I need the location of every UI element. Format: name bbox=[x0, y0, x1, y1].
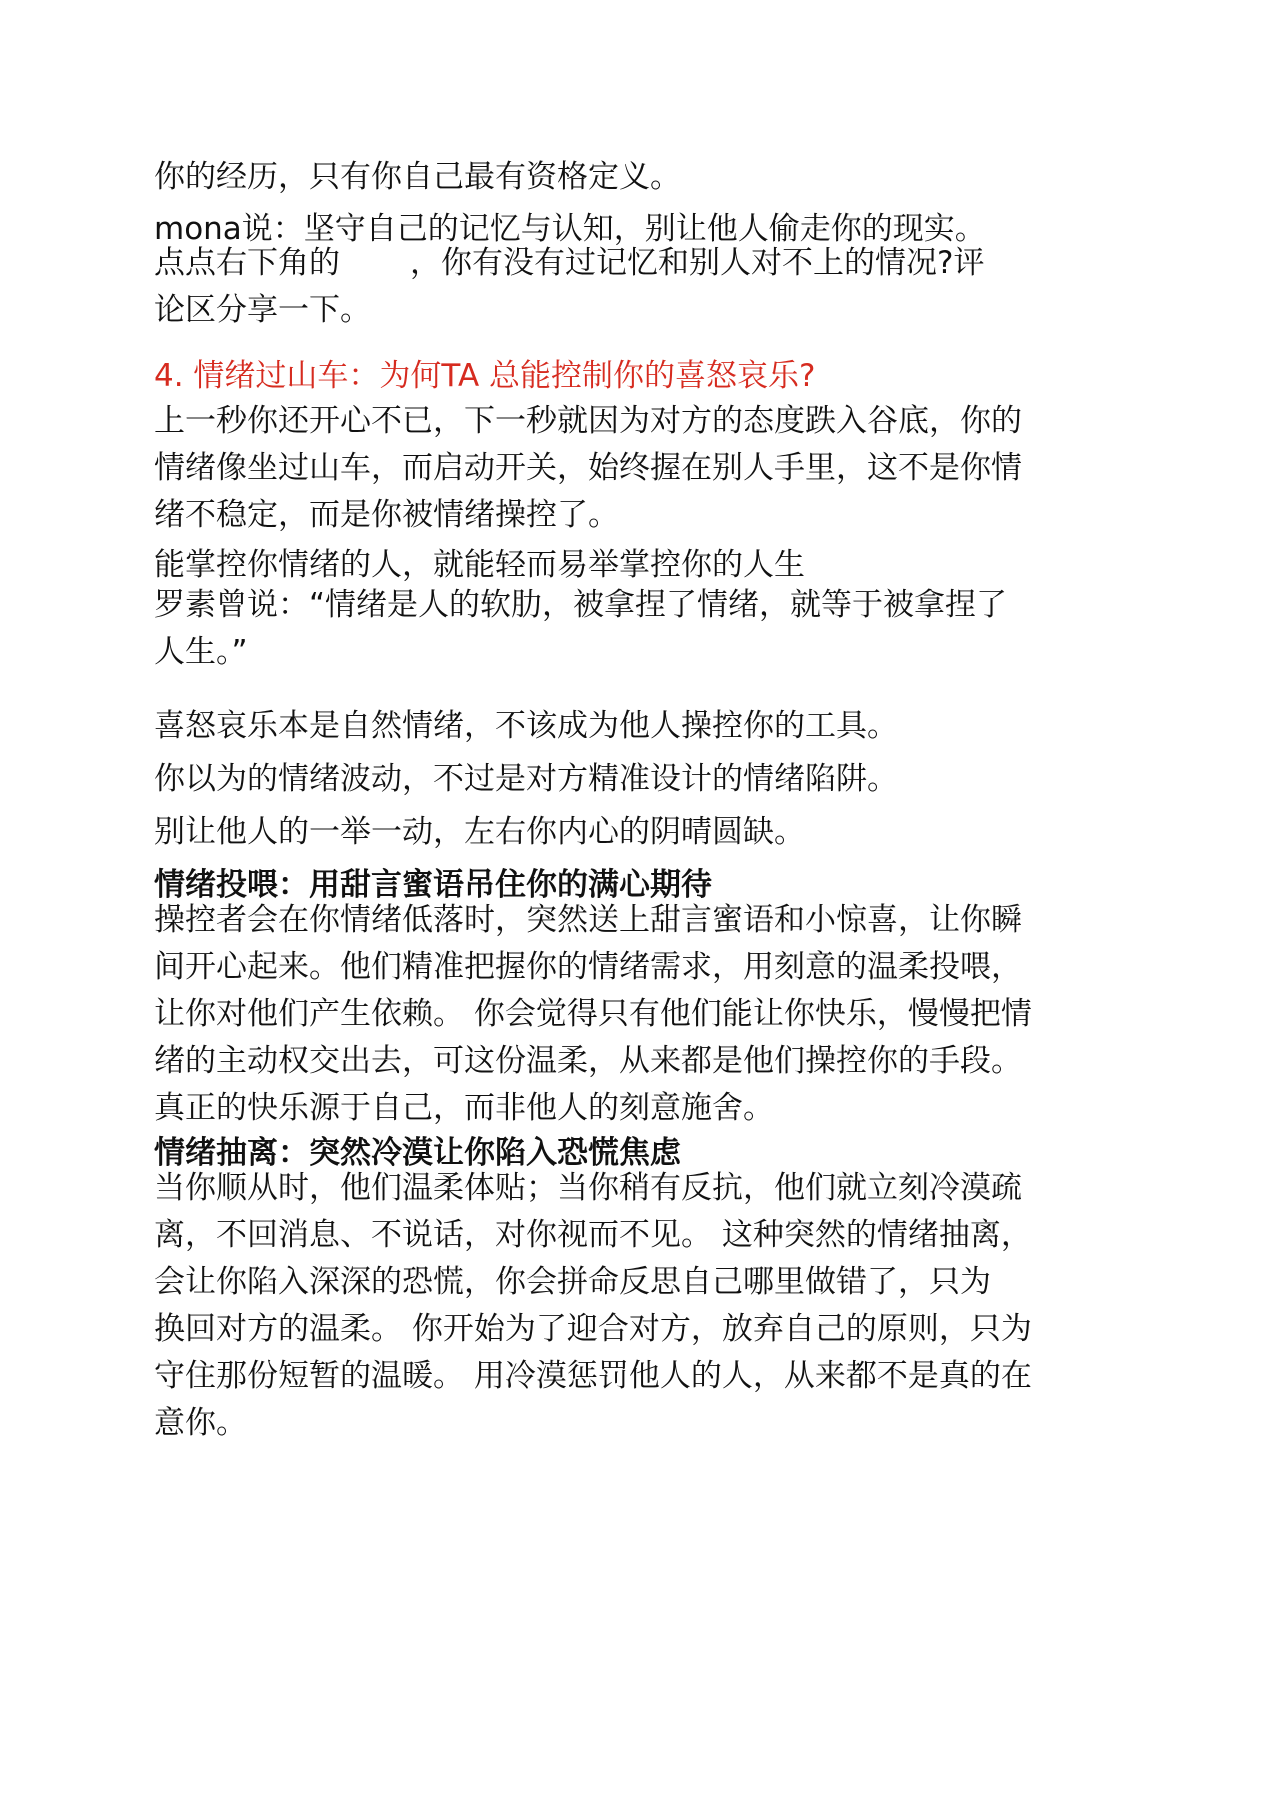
comment-prompt-line: 点点右下角的 ，你有没有过记忆和别人对不上的情况?评 bbox=[154, 245, 985, 281]
emotional-withdrawal-body bbox=[154, 1165, 1032, 1447]
subheading-emotional-feeding: 情绪投喂：用甜言蜜语吊住你的满心期待 bbox=[154, 867, 712, 903]
body-line: 意你。 bbox=[154, 1405, 247, 1441]
body-line: 会让你陷入深深的恐慌，你会拼命反思自己哪里做错了，只为 bbox=[154, 1264, 991, 1300]
intro-line: 情绪像坐过山车，而启动开关，始终握在别人手里，这不是你情 bbox=[154, 450, 1022, 486]
intro-line: 绪不稳定，而是你被情绪操控了。 bbox=[154, 497, 619, 533]
paragraph-definition: 你的经历，只有你自己最有资格定义。 bbox=[154, 159, 681, 195]
russell-quote bbox=[154, 582, 1007, 676]
paragraph-mona-says: mona说：坚守自己的记忆与认知，别让他人偷走你的现实。 bbox=[154, 211, 986, 247]
sentence-control-life: 能掌控你情绪的人，就能轻而易举掌控你的人生 bbox=[154, 547, 805, 583]
section4-intro bbox=[154, 398, 1022, 539]
body-line: 绪的主动权交出去，可这份温柔，从来都是他们操控你的手段。 bbox=[154, 1043, 1022, 1079]
sentence-emotion-trap: 你以为的情绪波动，不过是对方精准设计的情绪陷阱。 bbox=[154, 761, 898, 797]
body-line: 换回对方的温柔。 你开始为了迎合对方，放弃自己的原则，只为 bbox=[154, 1311, 1032, 1347]
body-line: 操控者会在你情绪低落时，突然送上甜言蜜语和小惊喜，让你瞬 bbox=[154, 902, 1022, 938]
body-line: 间开心起来。他们精准把握你的情绪需求，用刻意的温柔投喂， bbox=[154, 949, 1022, 985]
sentence-inner-self: 别让他人的一举一动，左右你内心的阴晴圆缺。 bbox=[154, 814, 805, 850]
quote-line: 罗素曾说：“情绪是人的软肋，被拿捏了情绪，就等于被拿捏了 bbox=[154, 587, 1008, 623]
body-line: 真正的快乐源于自己，而非他人的刻意施舍。 bbox=[154, 1090, 774, 1126]
body-line: 离，不回消息、不说话，对你视而不见。 这种突然的情绪抽离， bbox=[154, 1217, 1032, 1253]
body-line: 让你对他们产生依赖。 你会觉得只有他们能让你快乐，慢慢把情 bbox=[154, 996, 1032, 1032]
section-heading-4: 4. 情绪过山车：为何TA 总能控制你的喜怒哀乐? bbox=[154, 358, 816, 394]
intro-line: 上一秒你还开心不已，下一秒就因为对方的态度跌入谷底，你的 bbox=[154, 403, 1022, 439]
subheading-emotional-withdrawal: 情绪抽离：突然冷漠让你陷入恐慌焦虑 bbox=[154, 1135, 681, 1171]
paragraph-comment-prompt bbox=[154, 240, 984, 334]
sentence-emotions-tool: 喜怒哀乐本是自然情绪，不该成为他人操控你的工具。 bbox=[154, 708, 898, 744]
emotional-feeding-body bbox=[154, 897, 1032, 1132]
quote-line: 人生。” bbox=[154, 634, 248, 670]
body-line: 当你顺从时，他们温柔体贴；当你稍有反抗，他们就立刻冷漠疏 bbox=[154, 1170, 1022, 1206]
body-line: 守住那份短暂的温暖。 用冷漠惩罚他人的人，从来都不是真的在 bbox=[154, 1358, 1032, 1394]
comment-prompt-line: 论区分享一下。 bbox=[154, 292, 371, 328]
